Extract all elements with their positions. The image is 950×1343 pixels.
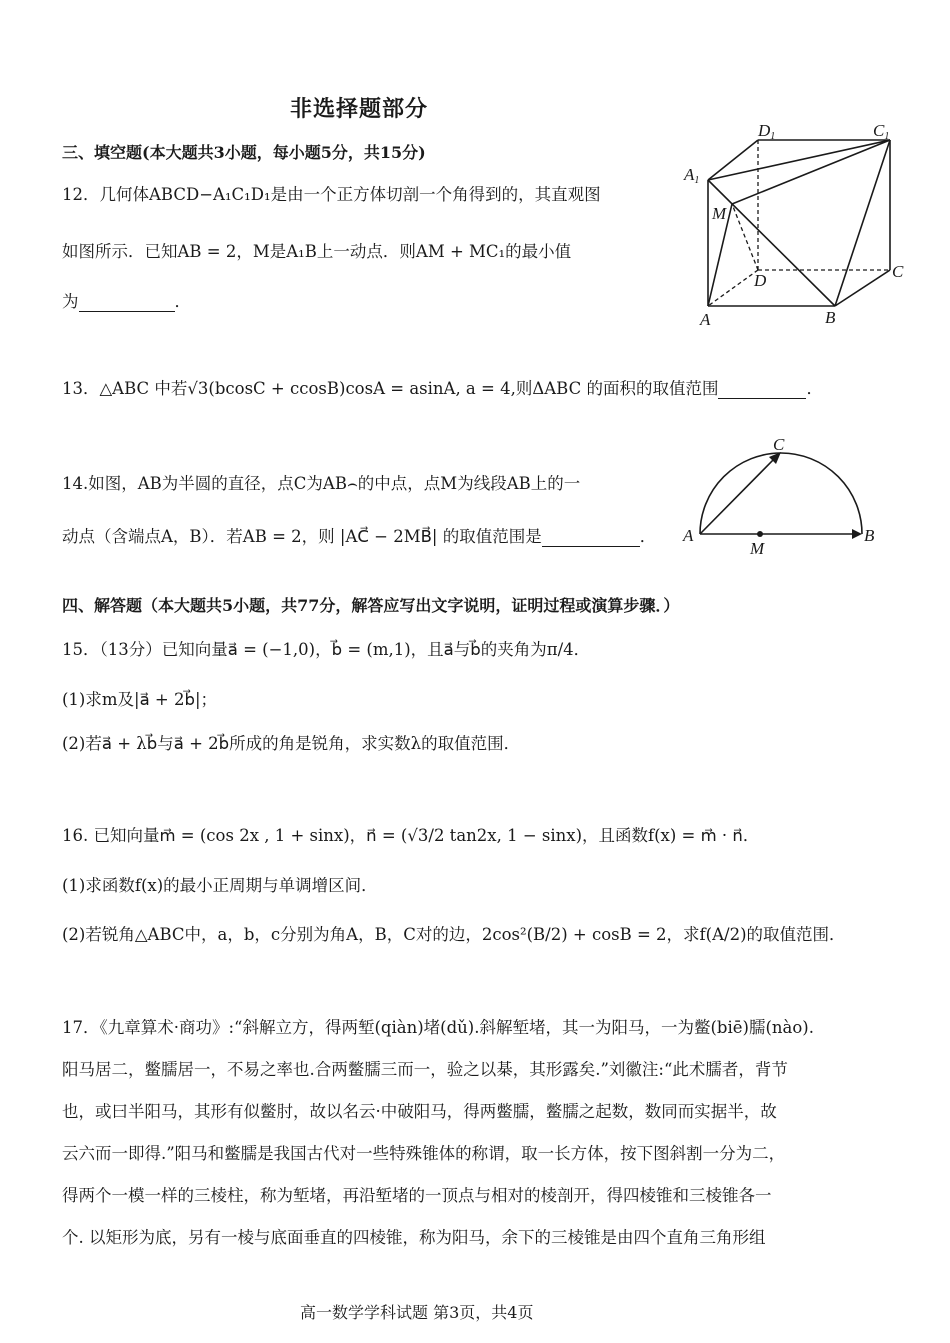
q17-line: 个. 以矩形为底，另有一棱与底面垂直的四棱锥，称为阳马，余下的三棱锥是由四个直角三角形组: [62, 1228, 766, 1247]
q15-line2: (1)求m及|a⃗ + 2b⃗|；: [62, 690, 218, 709]
label-C: C: [773, 435, 785, 454]
label-M: M: [712, 204, 727, 223]
q13-line: 13．△ABC 中若√3(bcosC + ccosB)cosA = asinA, a = 4,则ΔABC 的面积的取值范围 ．: [62, 379, 823, 398]
q17-line: 17．《九章算术·商功》:“斜解立方，得两堑(qiàn)堵(dǔ).斜解堑堵，其一为阳马，一为鳖(biē)臑(nào).: [62, 1018, 814, 1037]
q17-line: 阳马居二，鳖臑居一，不易之率也.合两鳖臑三而一，验之以棊，其形露矣.”刘徽注:“此术臑者，背节: [62, 1060, 788, 1079]
label-A1: A1: [684, 165, 700, 186]
q17-line: 也，或曰半阳马，其形有似鳖肘，故以名云·中破阳马，得两鳖臑，鳖臑之起数，数同而实据半，故: [62, 1102, 777, 1121]
label-D: D: [754, 271, 767, 290]
section-title: 非选择题部分: [290, 96, 429, 122]
label-M: M: [750, 539, 765, 558]
q15-line1: 15．（13分）已知向量a⃗ = (−1,0)，b⃗ = (m,1)，且a⃗与b⃗的夹角为π/4．: [62, 640, 591, 659]
q12-line2: 如图所示．已知AB = 2，M是A₁B上一动点．则AM + MC₁的最小值: [62, 242, 572, 261]
q14-line1: 14.如图，AB为半圆的直径，点C为AB⌢的中点，点M为线段AB上的一: [62, 474, 581, 493]
q12-cube-figure: [680, 118, 910, 333]
q12-line3: 为 ．: [62, 292, 191, 311]
q17-line: 得两个一模一样的三棱柱，称为堑堵，再沿堑堵的一顶点与相对的棱剖开，得四棱锥和三棱锥各一: [62, 1186, 772, 1205]
q17-line: 云六而一即得.”阳马和鳖臑是我国古代对一些特殊锥体的称谓，取一长方体，按下图斜割一分为二，: [62, 1144, 786, 1163]
label-C1: C1: [873, 121, 890, 142]
answer-blank-14: [542, 528, 640, 547]
label-D1: D1: [758, 121, 776, 142]
q12-line1: 12．几何体ABCD−A₁C₁D₁是由一个正方体切剖一个角得到的，其直观图: [62, 185, 601, 204]
q16-line2: (1)求函数f(x)的最小正周期与单调增区间．: [62, 876, 378, 895]
label-B: B: [825, 308, 836, 327]
q14-semicircle-figure: [680, 432, 890, 560]
answer-blank-12: [79, 293, 175, 312]
arrow-ab-icon: [852, 529, 862, 539]
page-footer: 高一数学学科试题 第3页，共4页: [300, 1303, 534, 1322]
label-B: B: [864, 526, 875, 545]
label-C: C: [892, 262, 904, 281]
section4-header: 四、解答题（本大题共5小题，共77分，解答应写出文字说明，证明过程或演算步骤．）: [62, 596, 680, 615]
answer-blank-13: [718, 380, 806, 399]
label-A: A: [700, 310, 711, 329]
q16-line3: (2)若锐角△ABC中，a，b，c分别为角A，B，C对的边，2cos²(B/2) + cosB = 2，求f(A/2)的取值范围．: [62, 925, 846, 944]
point-m: [757, 531, 763, 537]
q14-line2: 动点（含端点A，B）．若AB = 2，则 |AC⃗ − 2MB⃗| 的取值范围是 ．: [62, 527, 657, 546]
label-A: A: [683, 526, 694, 545]
section3-header: 三、填空题(本大题共3小题，每小题5分，共15分): [62, 143, 426, 162]
q16-line1: 16. 已知向量m⃗ = (cos 2x , 1 + sinx)，n⃗ = (√3/2 tan2x, 1 − sinx)，且函数f(x) = m⃗ · n⃗．: [62, 826, 760, 845]
q15-line3: (2)若a⃗ + λb⃗与a⃗ + 2b⃗所成的角是锐角，求实数λ的取值范围．: [62, 734, 521, 753]
